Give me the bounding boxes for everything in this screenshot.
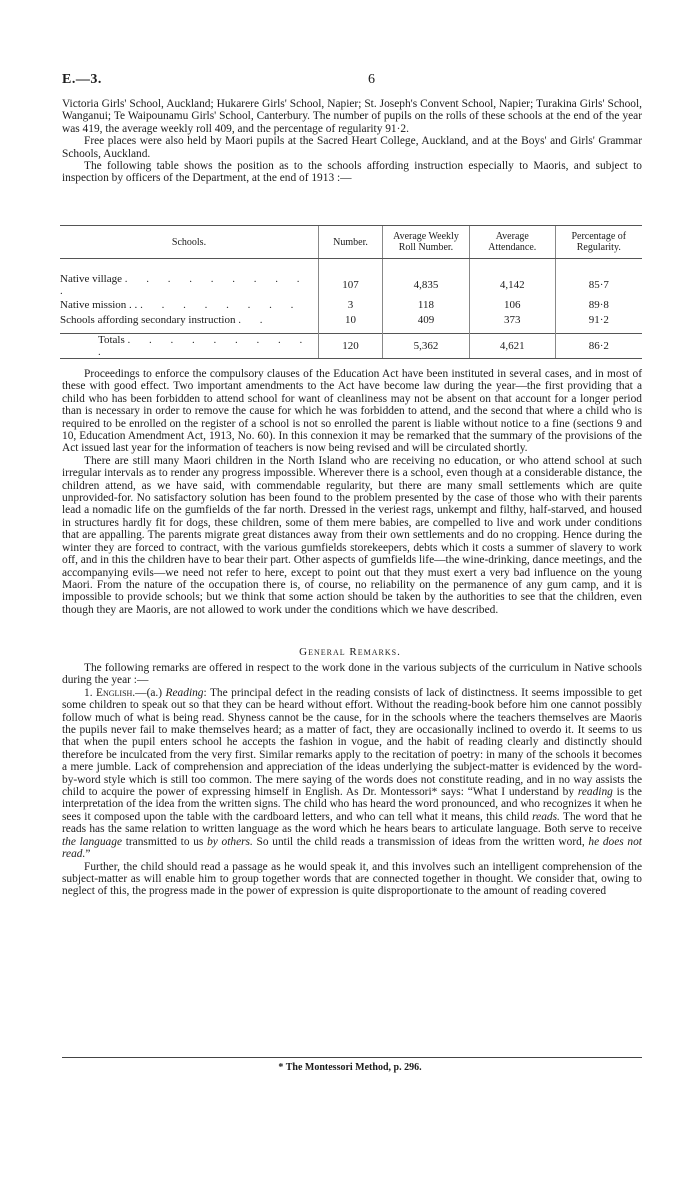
page-header xyxy=(58,72,648,88)
attendance-cell: 4,142 xyxy=(469,259,555,298)
table-row xyxy=(60,259,642,298)
body-paragraph: There are still many Maori children in the North Island who are receiving no education, or who attend school at such irregular intervals as to render any progress impossible. Wherever there is a school, even though at a considerable distance, the children attend, as we have said, with commendable regularity, but there are many small settlements which are quite unprovided-for. No satisfactory solution has been found to the problem presented by the case of those who with their parents lead a nomadic life on the gumfields of the far north. Dressed in the veriest rags, unkempt and filthy, half-starved, and housed in structures hardly fit for dogs, these children, some of them mere babies, are compelled to live and work under conditions that are appalling. The parents migrate great distances away from their own settlements and do no cropping. Hence during the winter they are forced to contract, with the various gumfields storekeepers, debts which it costs a summer of slavery to work off, and in this the children have to bear their part. Other aspects of gumfields life—the wine-drinking, dance meetings, and the accompanying evils—we need not refer to here, except to point out that they must exert a very bad influence on the young Maori. From the nature of the occupation there is, of course, no reliability on the permanence of any gum camp, and it is impossible to provide schools; but we think that some action should be taken by the authorities to see that the children, even though they are Maoris, are not allowed to work under the conditions which we have described. xyxy=(62,454,642,616)
attendance-cell: 373 xyxy=(469,312,555,334)
leader-dots: . . . . . . . . . . xyxy=(98,334,311,358)
leader-dots: . . . . . . . . xyxy=(140,298,302,311)
total-roll-cell: 5,362 xyxy=(382,334,469,359)
intro-paragraph: The following table shows the position as to the schools affording instruction especially to Maoris, and subject to inspection by officers of the Department, at the end of 1913 :— xyxy=(62,160,642,185)
attendance-cell: 106 xyxy=(469,297,555,312)
quote-not-read: he does not read. xyxy=(62,835,642,861)
total-attendance-cell: 4,621 xyxy=(469,334,555,359)
leader-dots: . . xyxy=(238,313,271,326)
remarks-section xyxy=(62,662,642,898)
col-header-attendance: Average Attendance. xyxy=(469,226,555,259)
english-text: : The principal defect in the reading consists of lack of distinctness. It seems impossible to get some children to speak out so that they can be heard without effort. Without the reading-book before him one cannot possibly follow much of what is being read. Shyness cannot be the cause, for in the schools where the teachers themselves are Maoris the pupils never fail to make themselves heard; as a matter of fact, they are occasionally inclined to overdo it. It seems to us that when the pupil enters school he accepts the fashion in vogue, and the habit of reading clearly and distinctly should therefore be inculcated from the very first. Similar remarks apply to the recitation of poetry: in many of the schools it becomes a mere jumble. Lack of comprehension and appreciation of the ideas underlying the subject-matter is evidenced by the word-by-word style which is still too common. The mere saying of the words does not constitute reading, and in no way assists the child to acquire the power of expressing himself in English. As Dr. Montessori* says: “What I understand by xyxy=(62,686,642,799)
col-header-regularity: Percentage of Regularity. xyxy=(555,226,642,259)
regularity-cell: 89·8 xyxy=(555,297,642,312)
totals-label: Totals xyxy=(98,334,125,346)
quote-close: ” xyxy=(85,848,91,861)
number-cell: 10 xyxy=(319,312,383,334)
page-number: 6 xyxy=(368,72,375,87)
footnote-divider xyxy=(62,1057,642,1058)
quote-text: The word that he reads has the same relation to written language as the word which he hears bears to articulate language. Both serve to receive xyxy=(62,810,642,836)
english-paragraph xyxy=(62,687,642,861)
col-header-number: Number. xyxy=(319,226,383,259)
school-cell xyxy=(60,312,319,334)
totals-label-cell xyxy=(60,334,319,359)
remarks-intro: The following remarks are offered in respect to the work done in the various subjects of the curriculum in Native schools during the year :— xyxy=(62,662,642,687)
totals-row xyxy=(60,334,642,359)
school-name: Native village xyxy=(60,273,123,285)
regularity-cell: 85·7 xyxy=(555,259,642,298)
number-cell: 107 xyxy=(319,259,383,298)
quote-reads: reads. xyxy=(532,810,560,823)
quote-text: So until the child reads a transmission of ideas from the written word, xyxy=(256,835,585,848)
english-label: 1. English. xyxy=(84,686,136,699)
roll-cell: 118 xyxy=(382,297,469,312)
total-regularity-cell: 86·2 xyxy=(555,334,642,359)
reading-label: Reading xyxy=(165,686,204,699)
quote-reading: reading xyxy=(577,786,613,799)
school-name: Native mission . . xyxy=(60,298,138,311)
total-number-cell: 120 xyxy=(319,334,383,359)
body-paragraph: Proceedings to enforce the compulsory clauses of the Education Act have been instituted in several cases, and in most of these with good effect. Two important amendments to the Act have become law during the year—the first providing that a child who has been forbidden to attend school for want of cleanliness may not be absent on that account for a longer period than is necessary in order to remove the cause for which he was forbidden to attend, and the second that where a child who is required to be enrolled on the register of a school is not so enrolled the parent is liable without notice to a fine (sections 9 and 10, Education Amendment Act, 1913, No. 60). In this connexion it may be remarked that the summary of the provisions of the Act issued last year for the information of teachers is now being revised and will be circulated shortly. xyxy=(62,368,642,455)
further-paragraph: Further, the child should read a passage as he would speak it, and this involves such an intelligent comprehension of the subject-matter as will enable him to group together words that are connected together in thought. We consider that, owing to neglect of this, the progress made in the power of expression is quite disproportionate to the amount of reading covered xyxy=(62,860,642,898)
school-cell xyxy=(60,297,319,312)
table-row xyxy=(60,297,642,312)
table-header-row xyxy=(60,226,642,259)
col-header-roll: Average Weekly Roll Number. xyxy=(382,226,469,259)
quote-others: by others. xyxy=(207,835,253,848)
col-header-schools: Schools. xyxy=(60,226,319,259)
school-name: Schools affording secondary instruction xyxy=(60,313,236,326)
english-sub: —(a.) xyxy=(135,686,163,699)
footnote: * The Montessori Method, p. 296. xyxy=(278,1062,422,1073)
schools-table xyxy=(60,225,642,359)
roll-cell: 409 xyxy=(382,312,469,334)
section-heading: General Remarks. xyxy=(299,646,401,658)
table-row xyxy=(60,312,642,334)
quote-text: is the interpretation of the idea from the written signs. The child who has heard the word pronounced, and who recognizes it when he sees it composed upon the table with the cardboard letters, and who can tell what it means, this child xyxy=(62,786,642,823)
quote-language: the language xyxy=(62,835,123,848)
intro-section xyxy=(62,98,642,185)
main-body-section xyxy=(62,368,642,616)
roll-cell: 4,835 xyxy=(382,259,469,298)
intro-paragraph: Free places were also held by Maori pupils at the Sacred Heart College, Auckland, and at the Boys' and Girls' Grammar Schools, Auckland. xyxy=(62,135,642,160)
intro-paragraph: Victoria Girls' School, Auckland; Hukarere Girls' School, Napier; St. Joseph's Convent School, Napier; Turakina Girls' School, Wanganui; Te Waipounamu Girls' School, Canterbury. The number of pupils on the rolls of these schools at the end of the year was 419, the average weekly roll 409, and the percentage of regularity 91·2. xyxy=(62,98,642,135)
school-cell xyxy=(60,259,319,298)
leader-dots: . . . . . . . . . . xyxy=(60,273,308,297)
quote-text: transmitted to us xyxy=(125,835,204,848)
number-cell: 3 xyxy=(319,297,383,312)
document-reference: E.—3. xyxy=(62,72,102,87)
regularity-cell: 91·2 xyxy=(555,312,642,334)
